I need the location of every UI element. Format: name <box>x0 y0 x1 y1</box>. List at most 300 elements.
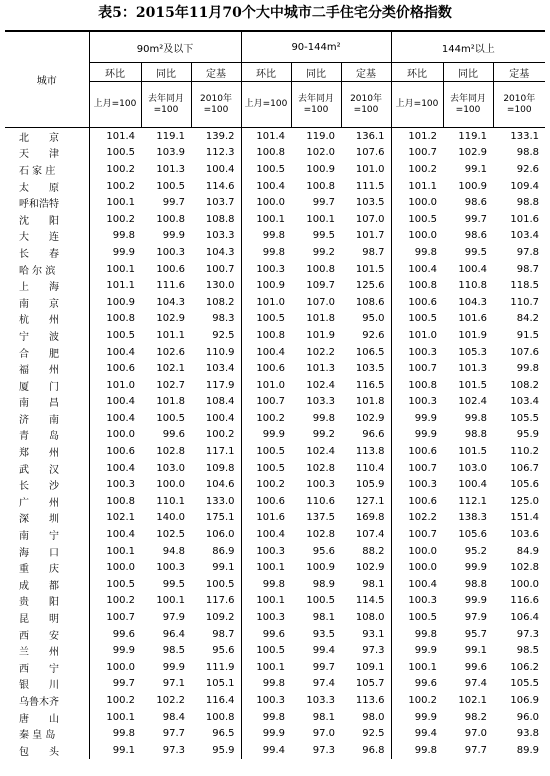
sub-header-mom: 环比 <box>241 63 291 82</box>
index-value: 108.2 <box>205 296 235 308</box>
index-value: 99.2 <box>312 246 336 258</box>
table-row <box>5 244 545 261</box>
city-header: 城市 <box>5 31 89 128</box>
index-value: 88.2 <box>362 545 385 557</box>
table-row <box>5 327 545 344</box>
city-name: 重 庆 <box>5 559 89 576</box>
city-name: 呼和浩特 <box>5 194 89 211</box>
table-row <box>5 128 545 145</box>
index-value: 98.8 <box>464 429 488 441</box>
index-value: 100.7 <box>391 460 443 477</box>
index-value: 100.5 <box>241 460 291 477</box>
index-value: 91.5 <box>516 329 540 341</box>
index-value: 111.5 <box>355 180 385 192</box>
index-value: 109.1 <box>355 661 385 673</box>
base-header-yoy: 去年同月=100 <box>443 82 493 128</box>
index-value: 100.6 <box>89 360 141 377</box>
index-value: 99.4 <box>391 725 443 742</box>
index-value: 116.4 <box>205 694 235 706</box>
index-value: 106.0 <box>205 529 235 541</box>
index-value: 99.9 <box>464 562 488 574</box>
group-header-medium: 90-144m² <box>241 31 391 63</box>
index-value: 99.7 <box>89 676 141 693</box>
index-value: 100.3 <box>156 562 185 574</box>
index-value: 99.8 <box>241 709 291 726</box>
index-value: 100.4 <box>89 526 141 543</box>
index-value: 109.2 <box>205 612 235 624</box>
index-value: 99.1 <box>89 742 141 759</box>
index-value: 101.7 <box>355 230 385 242</box>
index-value: 100.8 <box>89 311 141 328</box>
index-value: 99.9 <box>89 244 141 261</box>
table-row <box>5 145 545 162</box>
index-value: 100.5 <box>156 180 185 192</box>
index-value: 99.8 <box>391 626 443 643</box>
index-value: 95.9 <box>516 429 540 441</box>
index-value: 104.3 <box>205 246 235 258</box>
index-value: 101.4 <box>241 128 291 145</box>
index-value: 100.0 <box>241 194 291 211</box>
table-row <box>5 659 545 676</box>
index-value: 100.0 <box>89 659 141 676</box>
city-name: 青 岛 <box>5 427 89 444</box>
index-value: 100.3 <box>306 479 336 491</box>
index-value: 110.2 <box>510 446 540 458</box>
table-row <box>5 742 545 759</box>
city-name: 宁 波 <box>5 327 89 344</box>
index-value: 99.8 <box>391 742 443 759</box>
index-value: 100.7 <box>241 394 291 411</box>
index-value: 169.8 <box>355 512 385 524</box>
index-value: 111.6 <box>156 280 185 292</box>
index-value: 102.7 <box>156 379 185 391</box>
index-value: 109.8 <box>205 462 235 474</box>
index-value: 99.8 <box>391 244 443 261</box>
index-value: 100.0 <box>391 559 443 576</box>
index-value: 100.3 <box>391 394 443 411</box>
base-header-mom: 上月=100 <box>391 82 443 128</box>
index-value: 99.6 <box>391 676 443 693</box>
index-value: 106.9 <box>510 694 540 706</box>
index-value: 98.5 <box>162 645 185 657</box>
index-value: 98.4 <box>162 711 185 723</box>
index-value: 96.5 <box>212 728 235 740</box>
index-value: 140.0 <box>156 512 185 524</box>
index-value: 98.5 <box>516 645 540 657</box>
index-value: 100.5 <box>241 443 291 460</box>
index-value: 117.6 <box>205 595 235 607</box>
index-value: 100.8 <box>156 213 185 225</box>
index-value: 100.3 <box>241 609 291 626</box>
index-value: 100.1 <box>89 194 141 211</box>
index-value: 100.4 <box>205 163 235 175</box>
index-value: 89.9 <box>516 744 540 756</box>
table-row <box>5 294 545 311</box>
table-row <box>5 559 545 576</box>
index-value: 102.2 <box>156 694 185 706</box>
index-value: 100.2 <box>391 161 443 178</box>
index-value: 100.1 <box>89 709 141 726</box>
index-value: 102.8 <box>306 529 336 541</box>
index-value: 100.8 <box>241 327 291 344</box>
index-value: 125.6 <box>355 280 385 292</box>
base-header-mom: 上月=100 <box>241 82 291 128</box>
sub-header-yoy: 同比 <box>443 63 493 82</box>
index-value: 97.1 <box>162 678 185 690</box>
table-row <box>5 642 545 659</box>
index-value: 100.3 <box>241 261 291 278</box>
index-value: 116.5 <box>355 379 385 391</box>
index-value: 111.9 <box>205 661 235 673</box>
index-value: 108.2 <box>510 379 540 391</box>
index-value: 92.6 <box>362 329 385 341</box>
table-row <box>5 228 545 245</box>
index-value: 98.1 <box>312 711 336 723</box>
index-value: 95.6 <box>212 645 235 657</box>
base-header-2010: 2010年=100 <box>191 82 241 128</box>
index-value: 99.5 <box>464 246 488 258</box>
index-value: 92.5 <box>212 329 235 341</box>
index-value: 100.5 <box>306 595 336 607</box>
table-row <box>5 427 545 444</box>
city-name: 上 海 <box>5 277 89 294</box>
index-value: 92.6 <box>516 163 540 175</box>
index-value: 125.0 <box>510 495 540 507</box>
index-value: 99.5 <box>162 578 185 590</box>
index-value: 109.7 <box>306 280 336 292</box>
city-name: 海 口 <box>5 543 89 560</box>
index-value: 99.7 <box>312 661 336 673</box>
index-value: 99.2 <box>312 429 336 441</box>
index-value: 99.7 <box>312 197 336 209</box>
index-value: 119.0 <box>306 130 336 142</box>
index-value: 108.8 <box>205 213 235 225</box>
index-value: 96.8 <box>362 744 385 756</box>
index-value: 110.8 <box>458 280 488 292</box>
index-value: 103.4 <box>510 230 540 242</box>
table-row <box>5 476 545 493</box>
index-value: 99.8 <box>241 244 291 261</box>
index-value: 99.9 <box>89 642 141 659</box>
table-row <box>5 493 545 510</box>
index-value: 101.9 <box>306 329 336 341</box>
sub-header-mom: 环比 <box>89 63 141 82</box>
index-value: 102.9 <box>355 412 385 424</box>
index-value: 103.5 <box>355 363 385 375</box>
index-value: 99.9 <box>391 709 443 726</box>
index-value: 99.8 <box>89 228 141 245</box>
index-value: 100.8 <box>306 263 336 275</box>
index-value: 107.6 <box>355 147 385 159</box>
index-value: 136.1 <box>355 130 385 142</box>
sub-header-base: 定基 <box>341 63 391 82</box>
index-value: 105.5 <box>510 412 540 424</box>
index-value: 100.6 <box>391 294 443 311</box>
city-name: 武 汉 <box>5 460 89 477</box>
index-value: 106.2 <box>510 661 540 673</box>
index-value: 104.6 <box>205 479 235 491</box>
index-value: 100.2 <box>89 211 141 228</box>
table-row <box>5 161 545 178</box>
index-value: 175.1 <box>205 512 235 524</box>
index-value: 99.7 <box>162 197 185 209</box>
index-value: 108.0 <box>355 612 385 624</box>
index-value: 100.7 <box>89 609 141 626</box>
index-value: 103.0 <box>156 462 185 474</box>
index-value: 100.3 <box>156 246 185 258</box>
index-value: 98.1 <box>312 612 336 624</box>
index-value: 103.3 <box>205 230 235 242</box>
index-value: 99.7 <box>464 213 488 225</box>
sub-header-yoy: 同比 <box>291 63 341 82</box>
index-value: 100.8 <box>205 711 235 723</box>
index-value: 99.8 <box>241 576 291 593</box>
index-value: 101.5 <box>355 263 385 275</box>
table-row <box>5 626 545 643</box>
index-value: 113.6 <box>355 694 385 706</box>
index-value: 100.3 <box>241 692 291 709</box>
city-name: 石 家 庄 <box>5 161 89 178</box>
table-row <box>5 194 545 211</box>
index-value: 96.4 <box>162 628 185 640</box>
index-value: 103.6 <box>510 529 540 541</box>
index-value: 102.1 <box>458 694 488 706</box>
sub-header-base: 定基 <box>191 63 241 82</box>
index-value: 100.2 <box>391 692 443 709</box>
table-row <box>5 593 545 610</box>
city-name: 长 沙 <box>5 476 89 493</box>
index-value: 138.3 <box>458 512 488 524</box>
index-value: 98.6 <box>464 197 488 209</box>
index-value: 100.4 <box>391 576 443 593</box>
index-value: 116.6 <box>510 595 540 607</box>
city-name: 太 原 <box>5 178 89 195</box>
index-value: 99.8 <box>241 228 291 245</box>
index-value: 100.5 <box>391 211 443 228</box>
index-value: 95.9 <box>212 744 235 756</box>
index-value: 100.6 <box>391 443 443 460</box>
city-name: 深 圳 <box>5 510 89 527</box>
city-name: 郑 州 <box>5 443 89 460</box>
index-value: 100.4 <box>205 412 235 424</box>
index-value: 100.1 <box>89 261 141 278</box>
index-value: 95.0 <box>362 313 385 325</box>
index-value: 130.0 <box>205 280 235 292</box>
group-header-large: 144m²以上 <box>391 31 545 63</box>
index-value: 105.9 <box>355 479 385 491</box>
index-value: 99.6 <box>89 626 141 643</box>
index-value: 108.6 <box>355 296 385 308</box>
table-row <box>5 178 545 195</box>
sub-header-base: 定基 <box>493 63 545 82</box>
table-row <box>5 360 545 377</box>
index-value: 98.8 <box>516 197 540 209</box>
index-value: 101.1 <box>89 277 141 294</box>
index-value: 100.4 <box>89 410 141 427</box>
index-value: 102.8 <box>510 562 540 574</box>
index-value: 102.1 <box>89 510 141 527</box>
index-value: 101.0 <box>89 377 141 394</box>
index-value: 100.7 <box>391 145 443 162</box>
index-value: 99.9 <box>391 427 443 444</box>
index-value: 99.9 <box>241 427 291 444</box>
index-value: 97.8 <box>516 246 540 258</box>
index-value: 103.7 <box>205 197 235 209</box>
index-value: 100.2 <box>241 410 291 427</box>
index-value: 94.8 <box>162 545 185 557</box>
index-value: 100.5 <box>89 576 141 593</box>
city-name: 成 都 <box>5 576 89 593</box>
index-value: 102.9 <box>355 562 385 574</box>
index-value: 98.0 <box>362 711 385 723</box>
index-value: 99.9 <box>391 410 443 427</box>
group-header-small: 90m²及以下 <box>89 31 241 63</box>
index-value: 108.4 <box>205 396 235 408</box>
index-value: 95.7 <box>464 628 488 640</box>
index-value: 99.8 <box>516 363 540 375</box>
city-name: 沈 阳 <box>5 211 89 228</box>
index-value: 97.4 <box>464 678 488 690</box>
index-value: 100.1 <box>306 213 336 225</box>
index-value: 84.2 <box>516 313 540 325</box>
index-value: 100.8 <box>241 145 291 162</box>
index-value: 100.4 <box>241 178 291 195</box>
index-value: 95.6 <box>312 545 336 557</box>
index-value: 102.2 <box>306 346 336 358</box>
index-value: 100.3 <box>241 543 291 560</box>
index-value: 100.3 <box>391 344 443 361</box>
index-value: 102.1 <box>156 363 185 375</box>
index-value: 101.9 <box>458 329 488 341</box>
index-value: 101.3 <box>458 363 488 375</box>
index-value: 100.7 <box>391 360 443 377</box>
index-value: 97.3 <box>162 744 185 756</box>
index-value: 101.1 <box>391 178 443 195</box>
index-value: 99.4 <box>312 645 336 657</box>
index-value: 100.1 <box>156 595 185 607</box>
index-value: 103.3 <box>306 396 336 408</box>
index-value: 101.0 <box>391 327 443 344</box>
index-value: 99.9 <box>241 725 291 742</box>
index-value: 100.1 <box>241 559 291 576</box>
index-value: 106.5 <box>355 346 385 358</box>
index-value: 103.4 <box>205 363 235 375</box>
index-value: 102.9 <box>156 313 185 325</box>
index-value: 105.5 <box>510 678 540 690</box>
index-value: 100.1 <box>391 659 443 676</box>
index-value: 97.7 <box>162 728 185 740</box>
index-value: 119.1 <box>458 130 488 142</box>
index-value: 100.5 <box>156 412 185 424</box>
index-value: 100.0 <box>89 427 141 444</box>
index-value: 97.3 <box>516 628 540 640</box>
city-name: 乌鲁木齐 <box>5 692 89 709</box>
city-name: 天 津 <box>5 145 89 162</box>
table-row <box>5 311 545 328</box>
index-value: 101.3 <box>156 163 185 175</box>
index-value: 100.1 <box>241 211 291 228</box>
index-value: 139.2 <box>205 130 235 142</box>
index-value: 101.4 <box>89 128 141 145</box>
index-value: 107.0 <box>306 296 336 308</box>
index-value: 86.9 <box>212 545 235 557</box>
sub-header-yoy: 同比 <box>141 63 191 82</box>
index-value: 99.4 <box>241 742 291 759</box>
index-value: 100.6 <box>156 263 185 275</box>
base-header-2010: 2010年=100 <box>341 82 391 128</box>
index-value: 100.5 <box>241 642 291 659</box>
index-value: 105.6 <box>510 479 540 491</box>
index-value: 100.4 <box>89 344 141 361</box>
table-row <box>5 460 545 477</box>
index-value: 100.9 <box>241 277 291 294</box>
index-value: 100.5 <box>391 311 443 328</box>
table-row <box>5 211 545 228</box>
index-value: 102.4 <box>458 396 488 408</box>
index-value: 107.4 <box>355 529 385 541</box>
city-name: 秦 皇 岛 <box>5 725 89 742</box>
index-value: 102.9 <box>458 147 488 159</box>
index-value: 100.9 <box>306 562 336 574</box>
index-value: 100.4 <box>89 460 141 477</box>
index-value: 101.8 <box>355 396 385 408</box>
index-value: 127.1 <box>355 495 385 507</box>
index-value: 100.6 <box>391 493 443 510</box>
city-name: 大 连 <box>5 228 89 245</box>
table-row <box>5 394 545 411</box>
index-value: 151.4 <box>510 512 540 524</box>
base-header-mom: 上月=100 <box>89 82 141 128</box>
index-value: 100.1 <box>241 659 291 676</box>
index-value: 97.4 <box>312 678 336 690</box>
index-value: 101.8 <box>306 313 336 325</box>
city-name: 西 安 <box>5 626 89 643</box>
index-value: 101.0 <box>355 163 385 175</box>
index-value: 109.4 <box>510 180 540 192</box>
index-value: 98.9 <box>312 578 336 590</box>
index-value: 112.1 <box>458 495 488 507</box>
index-value: 105.1 <box>205 678 235 690</box>
index-value: 117.9 <box>205 379 235 391</box>
index-value: 100.5 <box>205 578 235 590</box>
table-row <box>5 676 545 693</box>
index-value: 100.5 <box>89 145 141 162</box>
index-value: 100.2 <box>205 429 235 441</box>
index-value: 100.3 <box>89 476 141 493</box>
index-value: 102.4 <box>306 379 336 391</box>
index-value: 100.4 <box>241 344 291 361</box>
index-value: 98.7 <box>212 628 235 640</box>
index-value: 100.2 <box>89 178 141 195</box>
index-value: 98.2 <box>464 711 488 723</box>
index-value: 100.5 <box>89 327 141 344</box>
index-value: 99.5 <box>312 230 336 242</box>
city-name: 南 宁 <box>5 526 89 543</box>
index-value: 133.1 <box>510 130 540 142</box>
index-value: 114.6 <box>205 180 235 192</box>
index-value: 93.5 <box>312 628 336 640</box>
index-value: 100.7 <box>391 526 443 543</box>
index-value: 99.9 <box>162 230 185 242</box>
city-name: 南 昌 <box>5 394 89 411</box>
index-value: 98.8 <box>516 147 540 159</box>
sub-header-mom: 环比 <box>391 63 443 82</box>
index-value: 100.0 <box>156 479 185 491</box>
index-value: 100.7 <box>205 263 235 275</box>
index-value: 99.6 <box>241 626 291 643</box>
index-value: 100.6 <box>89 443 141 460</box>
index-value: 101.1 <box>156 329 185 341</box>
